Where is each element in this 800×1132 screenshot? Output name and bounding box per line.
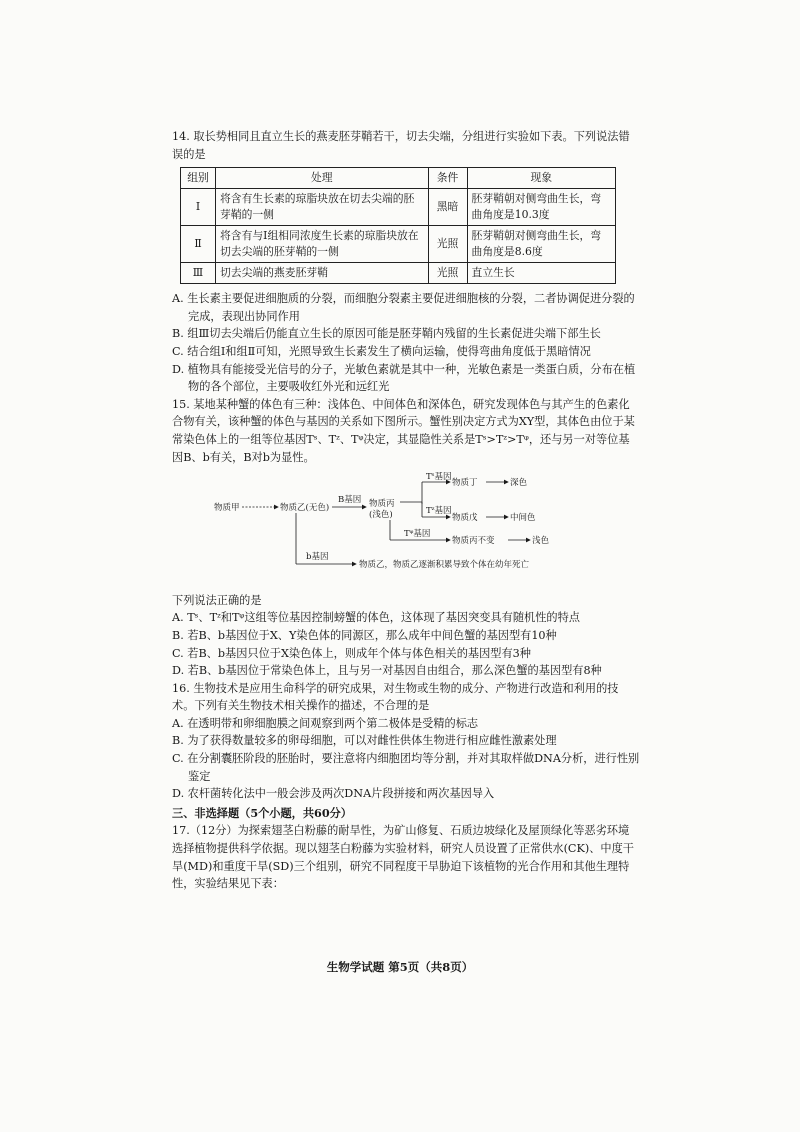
q15-b-result: 物质乙，物质乙逐渐积累导致个体在幼年死亡 [359,560,530,571]
table-row [181,226,616,263]
table-row [181,189,616,226]
q15-substance-c-note: (浅色) [369,510,393,521]
q15-gene-B: B基因 [338,495,362,506]
q14-row2-group: Ⅱ [181,226,216,263]
q16-option-c: C. 在分割囊胚阶段的胚胎时，要注意将内细胞团均等分割，并对其取样做DNA分析，进行性别鉴定 [172,752,640,783]
q15-light-color: 浅色 [532,536,550,547]
q15-middle-color: 中间色 [510,513,536,524]
q15-prompt: 下列说法正确的是 [172,593,262,607]
q14-header-condition: 条件 [428,168,467,189]
q15-option-c: C. 若B、b基因只位于X染色体上，则成年个体与体色相关的基因型有3种 [172,646,531,660]
q15-substance-b: 物质乙(无色) [280,503,330,514]
q15-option-b: B. 若B、b基因位于X、Y染色体的同源区，那么成年中间色蟹的基因型有10种 [172,628,557,642]
page-footer: 生物学试题 第5页（共8页） [326,960,474,974]
q15-unchanged: 物质丙不变 [452,536,495,547]
q15-deep-color: 深色 [510,478,528,489]
q15-pathway-diagram [172,472,612,582]
q15-substance-e: 物质戊 [452,513,478,524]
section3-heading: 三、非选择题（5个小题，共60分） [172,805,352,820]
q15-substance-d: 物质丁 [452,478,478,489]
q14-row1-treatment: 将含有生长素的琼脂块放在切去尖端的胚芽鞘的一侧 [216,189,429,226]
q14-row3-treatment: 切去尖端的燕麦胚芽鞘 [216,263,429,284]
q14-row2-condition: 光照 [428,226,467,263]
q17-stem: 17.（12分）为探索翅茎白粉藤的耐旱性，为矿山修复、石质边坡绿化及屋顶绿化等恶劣环境选择植物提供科学依据。现以翅茎白粉藤为实验材料，研究人员设置了正常供水(CK)、中度干旱(MD)和重度干旱(SD)三个组别，研究不同程度干旱胁迫下该植物的光合作用和其他生理特性，实验结果见下表： [172,824,634,891]
q14-header-treatment: 处理 [216,168,429,189]
q15-gene-Ts: Tˢ基因 [426,472,452,483]
q15-gene-Tq: Tᵠ基因 [404,529,431,540]
q14-row2-treatment: 将含有与Ⅰ组相同浓度生长素的琼脂块放在切去尖端的胚芽鞘的一侧 [216,226,429,263]
q14-header-result: 现象 [467,168,615,189]
page-content [172,128,640,893]
table-row [181,263,616,284]
q15-stem: 15. 某地某种蟹的体色有三种：浅体色、中间体色和深体色，研究发现体色与其产生的色素化合物有关，该种蟹的体色与基因的关系如下图所示。蟹性别决定方式为XY型，其体色由位于某常染色体上的一组等位基因Tˢ、Tᶻ、Tᵠ决定，其显隐性关系是Tˢ>Tᶻ>Tᵠ，还与另一对等位基因B、b有关，B对b为显性。 [172,397,635,464]
q15-substance-c: 物质丙 [369,499,395,510]
q16-option-b: B. 为了获得数量较多的卵母细胞，可以对雌性供体生物进行相应雌性激素处理 [172,734,557,748]
q14-option-d: D. 植物具有能接受光信号的分子，光敏色素就是其中一种，光敏色素是一类蛋白质，分布在植物的各个部位，主要吸收红外光和远红光 [172,362,636,394]
q15-substance-a: 物质甲 [214,503,240,514]
q15-gene-Tz: Tᶻ基因 [426,506,452,517]
q14-row1-group: Ⅰ [181,189,216,226]
q14-option-b: B. 组Ⅲ切去尖端后仍能直立生长的原因可能是胚芽鞘内残留的生长素促进尖端下部生长 [172,327,601,341]
q14-row2-result: 胚芽鞘朝对侧弯曲生长，弯曲角度是8.6度 [467,226,615,263]
q15-gene-b: b基因 [306,552,329,563]
q15-option-d: D. 若B、b基因位于常染色体上，且与另一对基因自由组合，那么深色蟹的基因型有8种 [172,664,602,678]
q14-header-group: 组别 [181,168,216,189]
q14-row1-condition: 黑暗 [428,189,467,226]
q14-table-header-row [181,168,616,189]
q16-stem: 16. 生物技术是应用生命科学的研究成果，对生物或生物的成分、产物进行改造和利用的技术。下列有关生物技术相关操作的描述，不合理的是 [172,681,619,713]
q14-row3-group: Ⅲ [181,263,216,284]
q15-option-a: A. Tˢ、Tᶻ和Tᵠ这组等位基因控制螃蟹的体色，这体现了基因突变具有随机性的特点 [172,611,580,625]
q16-option-d: D. 农杆菌转化法中一般会涉及两次DNA片段拼接和两次基因导入 [172,787,495,801]
q14-row1-result: 胚芽鞘朝对侧弯曲生长，弯曲角度是10.3度 [467,189,615,226]
q14-stem: 14. 取长势相同且直立生长的燕麦胚芽鞘若干，切去尖端，分组进行实验如下表。下列说法错误的是 [172,130,630,161]
q14-option-a: A. 生长素主要促进细胞质的分裂，而细胞分裂素主要促进细胞核的分裂，二者协调促进分裂的完成，表现出协同作用 [172,292,635,323]
q14-row3-result: 直立生长 [467,263,615,284]
q16-option-a: A. 在透明带和卵细胞膜之间观察到两个第二极体是受精的标志 [172,716,479,730]
q14-row3-condition: 光照 [428,263,467,284]
q14-table [180,167,616,284]
q14-option-c: C. 结合组Ⅰ和组Ⅱ可知，光照导致生长素发生了横向运输，使得弯曲角度低于黑暗情况 [172,344,591,358]
